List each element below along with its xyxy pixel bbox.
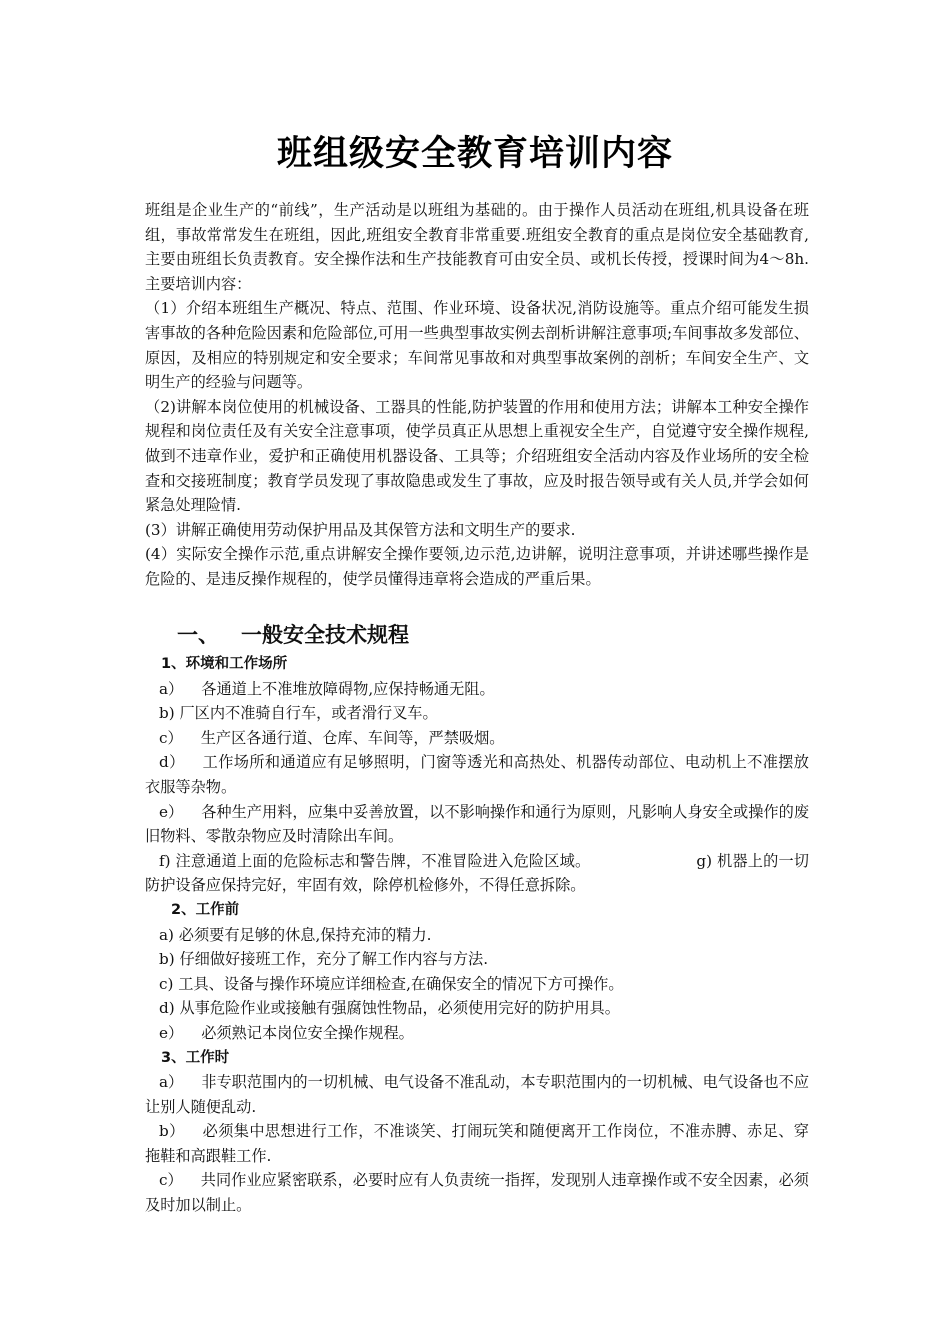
item-text: 共同作业应紧密联系，必要时应有人负责统一指挥，发现别人违章操作或不安全因素，必须及时加以制止。 bbox=[145, 1171, 809, 1215]
training-item-4: (4）实际安全操作示范,重点讲解安全操作要领,边示范,边讲解，说明注意事项，并讲述哪些操作是危险的、是违反操作规程的，使学员懂得违章将会造成的严重后果。 bbox=[145, 545, 809, 588]
list-item: b) 厂区内不准骑自行车，或者滑行叉车。 bbox=[159, 704, 438, 723]
list-item: c) 工具、设备与操作环境应详细检查,在确保安全的情况下方可操作。 bbox=[159, 974, 624, 993]
intro-paragraph: 班组是企业生产的“前线”，生产活动是以班组为基础的。由于操作人员活动在班组,机具设备在班组，事故常常发生在班组，因此,班组安全教育非常重要.班组安全教育的重点是岗位安全基础教育,主要由班组长负责教育。安全操作法和生产技能教育可由安全员、或机长传授，授课时间为4～8h. 主要培训内容： bbox=[145, 201, 809, 293]
item-marker: c） bbox=[159, 1171, 183, 1190]
general-safety-section bbox=[145, 620, 809, 1218]
item-marker: a） bbox=[159, 1073, 184, 1092]
section-number: 一、 bbox=[177, 623, 219, 647]
subsection-heading-before-work: 2、工作前 bbox=[171, 901, 240, 918]
list-item bbox=[145, 677, 809, 702]
item-text: 各种生产用料，应集中妥善放置，以不影响操作和通行为原则，凡影响人身安全或操作的废旧物料、零散杂物应及时清除出车间。 bbox=[145, 802, 810, 846]
item-text: 生产区各通行道、仓库、车间等，严禁吸烟。 bbox=[200, 728, 505, 747]
document-title: 班组级安全教育培训内容 bbox=[276, 134, 673, 174]
item-text: 必须熟记本岗位安全操作规程。 bbox=[201, 1023, 414, 1042]
list-item: b) 仔细做好接班工作，充分了解工作内容与方法. bbox=[159, 950, 489, 969]
list-item bbox=[145, 726, 809, 751]
list-item bbox=[145, 750, 809, 799]
item-text: g) 机器上的一切防护设备应保持完好，牢固有效，除停机检修外，不得任意拆除。 bbox=[145, 851, 809, 895]
item-text: f) 注意通道上面的危险标志和警告牌，不准冒险进入危险区域。 bbox=[159, 851, 591, 870]
list-item bbox=[145, 1021, 809, 1046]
list-item bbox=[145, 1070, 809, 1119]
item-text: 工作场所和通道应有足够照明，门窗等透光和高热处、机器传动部位、电动机上不准摆放衣服等杂物。 bbox=[145, 753, 809, 796]
list-item bbox=[145, 1168, 809, 1217]
item-marker: c） bbox=[159, 728, 183, 747]
section-heading bbox=[145, 620, 809, 650]
item-text: 各通道上不准堆放障碍物,应保持畅通无阻。 bbox=[201, 679, 495, 698]
item-text: 必须集中思想进行工作，不准谈笑、打闹玩笑和随便离开工作岗位，不准赤膊、赤足、穿拖鞋和高跟鞋工作. bbox=[145, 1122, 809, 1165]
list-item bbox=[145, 800, 809, 849]
item-marker: b） bbox=[159, 1122, 185, 1141]
section-title: 一般安全技术规程 bbox=[241, 623, 409, 647]
item-marker: e） bbox=[159, 802, 184, 821]
subsection-heading-during-work: 3、工作时 bbox=[161, 1049, 230, 1066]
training-item-3: (3）讲解正确使用劳动保护用品及其保管方法和文明生产的要求. bbox=[145, 520, 576, 539]
intro-section bbox=[145, 198, 809, 592]
training-item-2: （2)讲解本岗位使用的机械设备、工器具的性能,防护装置的作用和使用方法；讲解本工种安全操作规程和岗位责任及有关安全注意事项，使学员真正从思想上重视安全生产，自觉遵守安全操作规程,做到不违章作业，爱护和正确使用机器设备、工具等；介绍班组安全活动内容及作业场所的安全检查和交接班制度；教育学员发现了事故隐患或发生了事故，应及时报告领导或有关人员,并学会如何紧急处理险情. bbox=[145, 397, 809, 515]
list-item: a) 必须要有足够的休息,保持充沛的精力. bbox=[159, 925, 432, 944]
item-marker: d） bbox=[159, 753, 185, 772]
list-item bbox=[145, 1119, 809, 1168]
list-item bbox=[145, 849, 809, 898]
subsection-heading-environment: 1、环境和工作场所 bbox=[161, 656, 288, 672]
list-item: d) 从事危险作业或接触有强腐蚀性物品，必须使用完好的防护用具。 bbox=[159, 999, 620, 1018]
item-marker: e） bbox=[159, 1023, 184, 1042]
item-marker: a） bbox=[159, 679, 184, 698]
training-item-1: （1）介绍本班组生产概况、特点、范围、作业环境、设备状况,消防设施等。重点介绍可能发生损害事故的各种危险因素和危险部位,可用一些典型事故实例去剖析讲解注意事项;车间事故多发部位、原因，及相应的特别规定和安全要求；车间常见事故和对典型事故案例的剖析；车间安全生产、文明生产的经验与问题等。 bbox=[145, 299, 809, 392]
item-text: 非专职范围内的一切机械、电气设备不准乱动，本专职范围内的一切机械、电气设备也不应让别人随便乱动. bbox=[145, 1073, 810, 1116]
